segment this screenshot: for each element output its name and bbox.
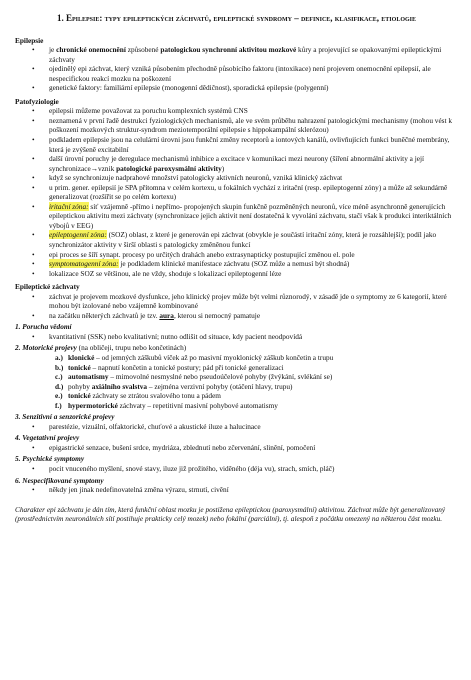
- highlighted-term: symptomatogenní zóna:: [49, 259, 119, 269]
- item-text: další úrovní poruchy je deregulace mechanismů inhibice a excitace v komunikaci mezi neurony (šíření abnormální aktivity a její synchronizace→vznik: [49, 154, 425, 173]
- item-text: ): [221, 163, 225, 173]
- item-text: podkladem epilepsie jsou na celulární úrovni jsou funkční změny receptorů a iontových kanálů, ovlivňujících funkci buněčné membrány, která je zvýšeně excitabilní: [49, 134, 450, 154]
- bold-term: klonické: [68, 353, 95, 362]
- item-text: lokalizace SOZ se většinou, ale ne vždy, shoduje s lokalizací epileptogenní léze: [49, 268, 282, 278]
- category-title: 1. Porucha vědomí: [15, 322, 72, 332]
- item-text: síť vzájemně -přímo i nepřímo- propojených skupin funkčně pozměněných neuronů, více méně asynchronně generujících epileptickou aktivitu mezi záchvaty (synchronizace jejich aktivit není dostatečná k vyvolání záchvatu, stačí však k produkci interiktálních výbojů v EEG): [49, 201, 452, 230]
- bullet-icon: •: [32, 154, 35, 164]
- bullet-list: [15, 485, 458, 495]
- bullet-list: [15, 422, 458, 432]
- highlighted-term: epileptogenní zóna:: [49, 230, 107, 240]
- bullet-icon: •: [32, 201, 35, 211]
- bullet-list-item: [15, 135, 458, 154]
- bullet-icon: •: [32, 442, 35, 452]
- category-heading: [15, 454, 458, 464]
- bullet-list: [15, 332, 458, 342]
- bold-term: tonické: [68, 391, 91, 401]
- bullet-icon: •: [32, 259, 35, 269]
- section-heading: Epileptické záchvaty: [15, 282, 80, 292]
- section-heading: Epilepsie: [15, 35, 44, 45]
- item-text: – mimovolné nesmyslné nebo pseudoúčelové pohyby (žvýkání, svlékání se): [108, 372, 333, 382]
- bullet-list-item: [15, 422, 458, 432]
- item-text: epi proces se šíří synapt. procesy po určitých drahách anebo extrasynapticky postupující změnou el. pole: [49, 249, 355, 259]
- item-label: d.): [55, 381, 64, 391]
- ordered-list-item: [15, 353, 458, 363]
- category-heading: [15, 476, 458, 486]
- bullet-icon: •: [32, 83, 35, 93]
- ordered-list-item: [15, 363, 458, 373]
- category-subtitle: (na obličeji, trupu nebo končetinách): [76, 343, 187, 353]
- item-text: kůry a projevující se opakovanými epileptickými záchvaty: [49, 45, 442, 64]
- bullet-icon: •: [32, 230, 35, 240]
- item-text: na začátku některých záchvatů je tzv.: [49, 310, 160, 320]
- bullet-list-item: [15, 269, 458, 279]
- bullet-icon: •: [32, 173, 35, 183]
- footer-paragraph: Charakter epi záchvatu je dán tím, která funkční oblast mozku je postižena epileptickou (paroxysmální) aktivitou. Záchvat může být generalizovaný (prostřednictvím neuronálních sítí postihuje prakticky celý mozek) nebo fokální (parciální), tj. alespoň z počátku omezený na některou část mozku.: [15, 504, 446, 524]
- bullet-icon: •: [32, 115, 35, 125]
- bullet-list-item: [15, 464, 458, 474]
- bullet-icon: •: [32, 331, 35, 341]
- category-title: 5. Psychické symptomy: [15, 454, 85, 464]
- bold-term: chronické onemocnění: [56, 45, 126, 55]
- bullet-list-item: [15, 250, 458, 260]
- bullet-list-item: [15, 116, 458, 135]
- bullet-list-item: [15, 292, 458, 311]
- item-text: záchvaty – repetitivní masivní pohybové automatismy: [117, 400, 278, 410]
- item-label: b.): [55, 362, 64, 372]
- ordered-list-item: [15, 401, 458, 411]
- bold-term: patologické paroxysmální aktivity: [116, 163, 222, 173]
- bullet-list: [15, 45, 458, 93]
- bullet-list-item: [15, 64, 458, 83]
- bold-term: patologickou synchronní aktivitou mozkové: [160, 45, 297, 55]
- bullet-list-item: [15, 332, 458, 342]
- category-heading: [15, 322, 458, 332]
- bold-term: tonické: [68, 362, 91, 372]
- item-text: epigastrické senzace, bušení srdce, mydriáza, zblednutí nebo zčervenání, slinění, pomočení: [49, 442, 316, 452]
- item-text: u prim. gener. epilepsií je SPA přítomna v celém kortexu, u fokálních vychází z iritační (resp. epileptogenní zóny) a může až sekundárně generalizovat (rozšířit se po celém kortexu): [49, 182, 448, 202]
- bullet-icon: •: [32, 268, 35, 278]
- ordered-list-item: [15, 372, 458, 382]
- item-text: pocit vnuceného myšlení, snové stavy, iluze již prožitého, viděného (déja vu), strach, smích, pláč): [49, 464, 335, 474]
- item-text: záchvaty se ztrátou svalového tonu a pádem: [90, 391, 221, 401]
- category-heading: [15, 412, 458, 422]
- item-text: pohyby: [68, 381, 92, 391]
- bold-term: automatismy: [68, 372, 109, 382]
- bullet-list-item: [15, 154, 458, 173]
- ordered-list-item: [15, 391, 458, 401]
- highlighted-term: iritační zóna:: [49, 201, 89, 211]
- bullet-list: [15, 443, 458, 453]
- item-text: je: [49, 45, 57, 55]
- bullet-icon: •: [32, 310, 35, 320]
- bullet-list-item: [15, 443, 458, 453]
- ordered-list: [15, 353, 458, 410]
- bullet-icon: •: [32, 106, 35, 116]
- underlined-term: aura: [159, 310, 174, 320]
- item-label: f.): [55, 400, 62, 410]
- category-title: 4. Vegetativní projevy: [15, 433, 80, 443]
- bullet-list-item: [15, 485, 458, 495]
- item-text: ojedinělý epi záchvat, který vzniká působením přechodně působícího faktoru (intoxikace) není projevem onemocnění epilepsií, ale nespecifickou reakcí mozku na poškození: [49, 64, 431, 83]
- item-text: kvantitativní (SSK) nebo kvalitativní; nutno odlišit od situace, kdy pacient neodpovídá: [49, 331, 303, 341]
- bullet-icon: •: [32, 64, 35, 74]
- bullet-icon: •: [32, 464, 35, 474]
- category-heading: [15, 433, 458, 443]
- item-text: genetické faktory: familiární epilepsie (monogenní dědičnost), sporadická epilepsie (polygenní): [49, 83, 329, 93]
- bold-term: axiálního svalstva: [91, 381, 148, 391]
- bullet-list-item: [15, 83, 458, 93]
- category-title: 3. Senzitivní a senzorické projevy: [15, 412, 115, 422]
- section-heading: Patofyziologie: [15, 96, 59, 106]
- bullet-list-item: [15, 311, 458, 321]
- item-text: neznamená v první řadě destrukci fyziologických mechanismů, ale ve svém průběhu nahrazení patologickými mechanismy (mohou vést k poškození mozkových struktur-syndrom meziotemporální epilepsie s hippokampální sklerózou): [49, 115, 453, 135]
- item-text: – napnutí končetin a tonické postury; pád při tonické generalizaci: [90, 362, 284, 372]
- page-title: 1. Epilepsie: typy epileptických záchvatů, epileptické syndromy – definice, klasifikace, etiologie: [56, 13, 416, 23]
- item-label: e.): [55, 391, 63, 401]
- bold-term: hypermotorické: [68, 400, 118, 410]
- category-title: 2. Motorické projevy: [15, 343, 77, 353]
- bullet-list-item: [15, 173, 458, 183]
- bullet-list: [15, 292, 458, 321]
- document-body: [15, 36, 458, 495]
- item-text: (SOZ) oblast, z které je generován epi záchvat (obvykle je součástí iritační zóny, která je rozsáhlejší); podíl jako synchronizátor aktivity v širší oblasti s patologicky změněnou funkcí: [49, 230, 437, 249]
- item-text: je podkladem klinické manifestace záchvatu (SOZ může a nemusí být shodná): [118, 259, 350, 269]
- bullet-icon: •: [32, 182, 35, 192]
- bullet-icon: •: [32, 485, 35, 495]
- item-text: , kterou si nemocný pamatuje: [173, 310, 261, 320]
- item-text: epilepsii můžeme považovat za poruchu komplexních systémů CNS: [49, 106, 248, 116]
- bullet-list-item: [15, 259, 458, 269]
- item-text: záchvat je projevem mozkové dysfunkce, jeho klinický projev může být velmi různorodý, v zásadě jde o symptomy ze 6 kategorií, které mohou být izolované nebo vzájemně kombinované: [49, 291, 447, 311]
- item-text: – zejména verzivní pohyby (otáčení hlavy, trupu): [147, 381, 293, 391]
- bullet-list-item: [15, 230, 458, 249]
- ordered-list-item: [15, 382, 458, 392]
- bullet-icon: •: [32, 45, 35, 55]
- item-text: – od jemných záškubů víček až po masivní myoklonický záškub končetin a trupu: [94, 353, 334, 362]
- bullet-icon: •: [32, 249, 35, 259]
- item-text: parestézie, vizuální, olfaktorické, chuťové a akustické iluze a halucinace: [49, 421, 261, 431]
- bullet-list-item: [15, 45, 458, 64]
- item-text: někdy jen jinak nedefinovatelná změna výrazu, strnutí, civění: [49, 485, 229, 495]
- item-label: a.): [55, 353, 63, 362]
- bullet-icon: •: [32, 134, 35, 144]
- bullet-list-item: [15, 106, 458, 116]
- category-heading: [15, 343, 458, 353]
- bullet-list-item: [15, 183, 458, 202]
- bullet-list-item: [15, 202, 458, 231]
- item-text: když se synchronizuje nadprahové množství patologicky aktivních neuronů, vzniká klinický záchvat: [49, 173, 343, 183]
- item-label: c.): [55, 372, 63, 382]
- bullet-list: [15, 464, 458, 474]
- bullet-icon: •: [32, 291, 35, 301]
- item-text: způsobené: [125, 45, 161, 55]
- category-title: 6. Nespecifikované symptomy: [15, 475, 104, 485]
- bullet-icon: •: [32, 421, 35, 431]
- bullet-list: [15, 106, 458, 278]
